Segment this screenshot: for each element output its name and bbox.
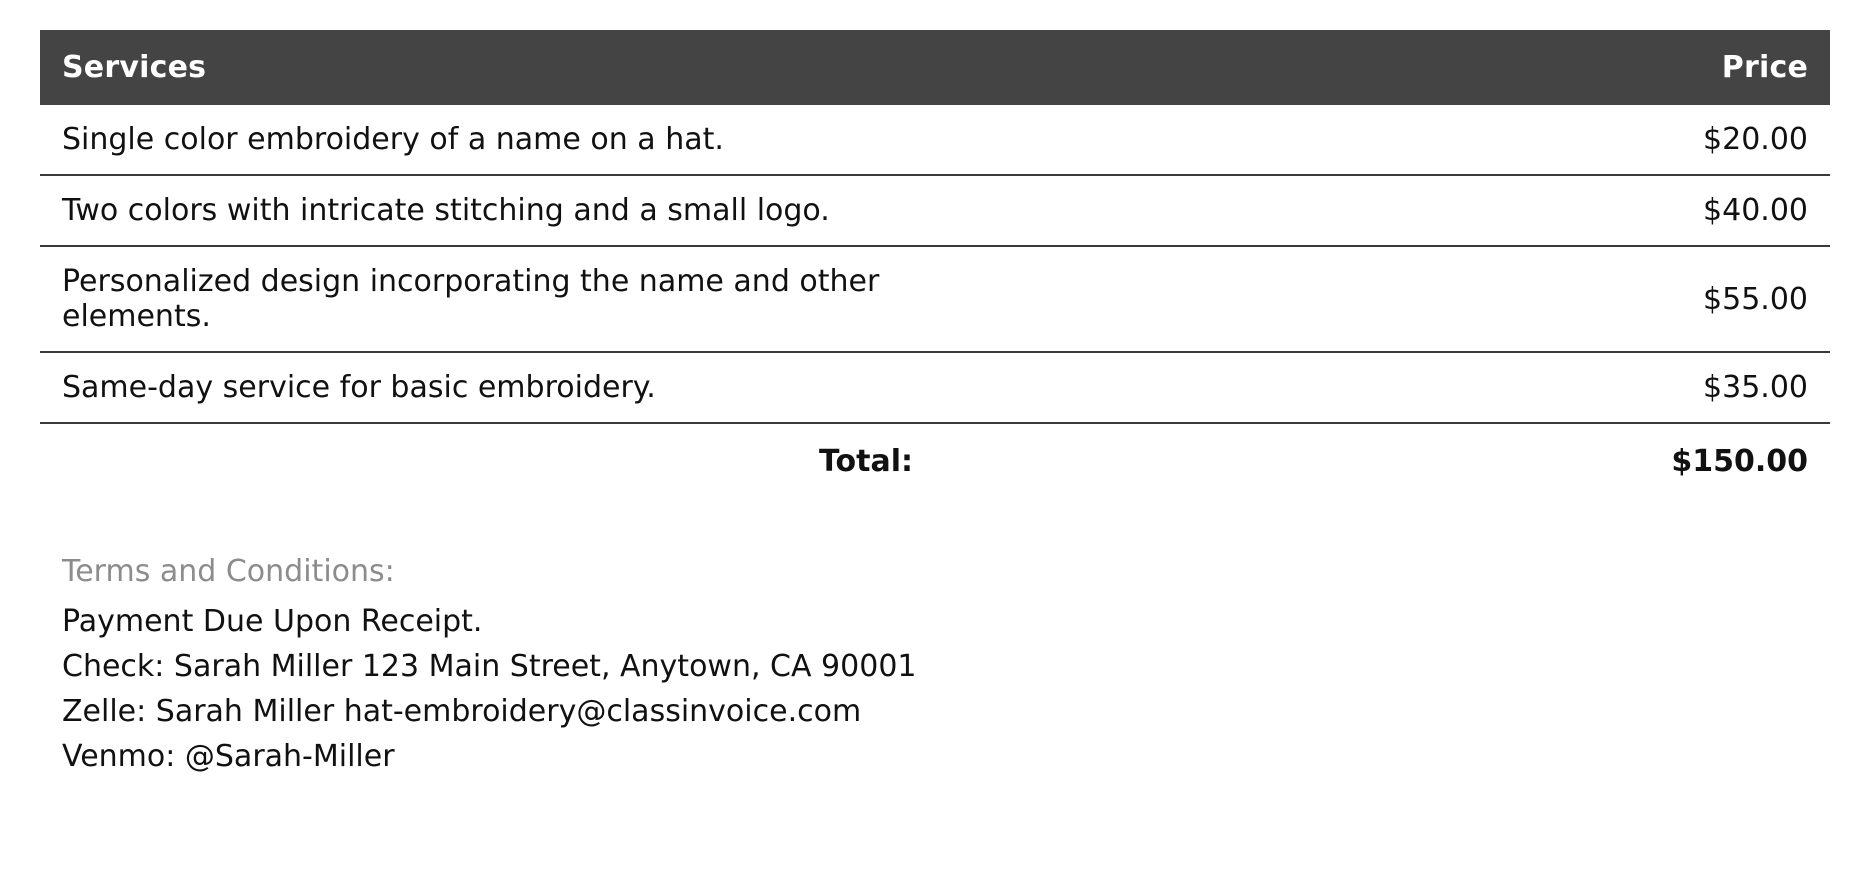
service-description: Two colors with intricate stitching and a small logo. [40, 175, 935, 246]
table-total-row [40, 423, 1830, 496]
service-description: Same-day service for basic embroidery. [40, 352, 935, 423]
table-row [40, 246, 1830, 352]
terms-and-conditions-section [40, 554, 1828, 779]
column-header-price: Price [935, 30, 1830, 105]
table-row [40, 175, 1830, 246]
table-body [40, 105, 1830, 496]
services-price-table [40, 30, 1830, 496]
column-header-services: Services [40, 30, 935, 105]
service-price: $35.00 [935, 352, 1830, 423]
total-label: Total: [819, 444, 913, 479]
service-price: $20.00 [935, 105, 1830, 175]
table-header [40, 30, 1830, 105]
service-price: $55.00 [935, 246, 1830, 352]
service-description: Personalized design incorporating the name and other elements. [40, 246, 935, 352]
table-row [40, 105, 1830, 175]
terms-line-check: Check: Sarah Miller 123 Main Street, Anytown, CA 90001 [62, 649, 917, 684]
terms-line-venmo: Venmo: @Sarah-Miller [62, 739, 395, 774]
table-row [40, 352, 1830, 423]
service-description: Single color embroidery of a name on a hat. [40, 105, 935, 175]
terms-line-payment: Payment Due Upon Receipt. [62, 604, 483, 639]
terms-line-zelle: Zelle: Sarah Miller hat-embroidery@classinvoice.com [62, 694, 862, 729]
service-price: $40.00 [935, 175, 1830, 246]
terms-heading: Terms and Conditions: [62, 554, 395, 589]
total-value: $150.00 [1671, 444, 1808, 479]
table-header-row [40, 30, 1830, 105]
